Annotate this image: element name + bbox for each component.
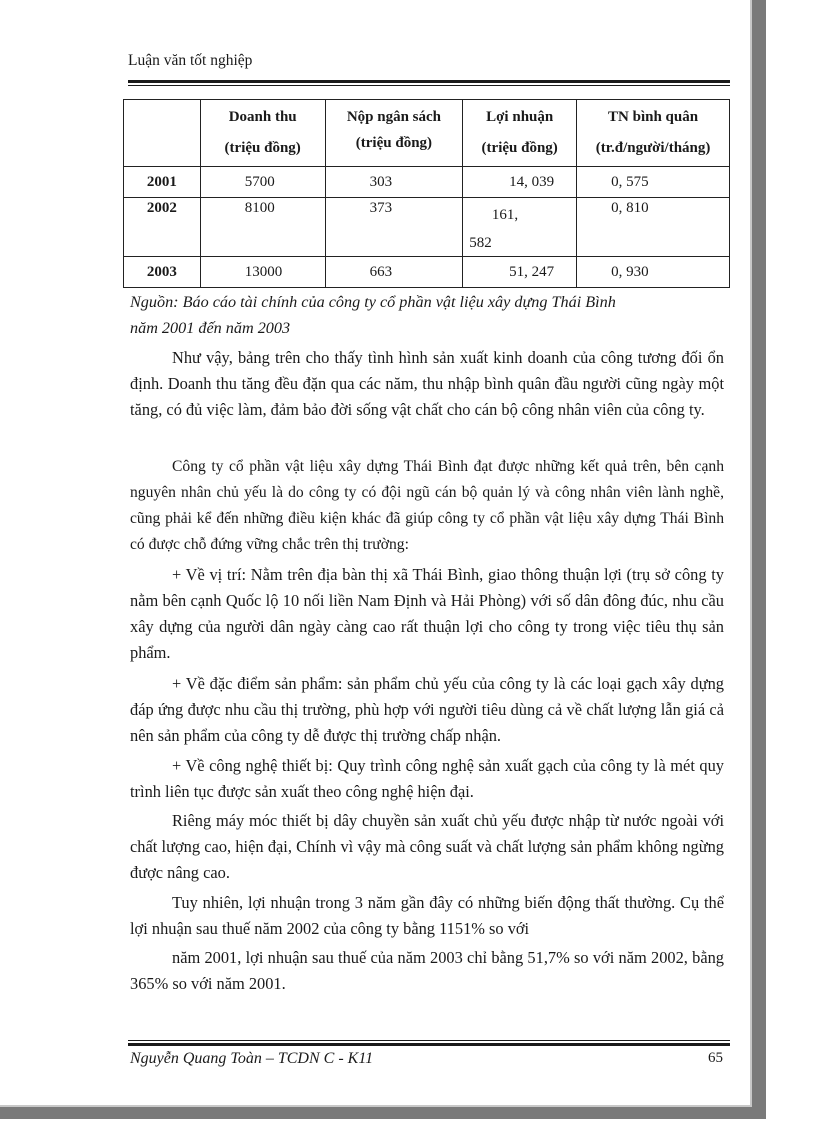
- table-header-row: [124, 100, 730, 167]
- body-paragraph: + Về công nghệ thiết bị: Quy trình công nghệ sản xuất gạch của công ty là mét quy trình liên tục được sản xuất theo công nghệ hiện đại.: [130, 756, 724, 801]
- revenue-cell: 5700: [200, 167, 325, 198]
- profit-cell: [463, 198, 577, 257]
- table-source-note: [130, 289, 730, 341]
- header-cell-budget: Nộp ngân sách (triệu đồng): [325, 100, 463, 167]
- header-cell-profit: Lợi nhuận (triệu đồng): [463, 100, 577, 167]
- table-row: [124, 257, 730, 288]
- profit-part-1: 161,: [491, 207, 519, 223]
- running-header: Luận văn tốt nghiệp: [128, 52, 253, 69]
- financial-table: [123, 99, 730, 288]
- header-cell-revenue: Doanh thu (triệu đồng): [200, 100, 325, 167]
- source-line-2: năm 2001 đến năm 2003: [130, 319, 291, 337]
- year-cell: 2001: [124, 167, 201, 198]
- header-cell-income: TN bình quân (tr.đ/người/tháng): [577, 100, 730, 167]
- page-shadow-bottom: [0, 1107, 766, 1119]
- budget-cell: 303: [325, 167, 463, 198]
- budget-cell: 373: [325, 198, 463, 257]
- revenue-cell: 8100: [200, 198, 325, 257]
- header-cell-blank: [124, 100, 201, 167]
- table-row: [124, 167, 730, 198]
- profit-cell: 51, 247: [463, 257, 577, 288]
- page-number: 65: [708, 1050, 723, 1066]
- profit-cell: 14, 039: [463, 167, 577, 198]
- source-line-1: Nguồn: Báo cáo tài chính của công ty cổ phần vật liệu xây dựng Thái Bình: [130, 293, 616, 311]
- footer-rule-thin: [128, 1040, 730, 1041]
- profit-part-2: 582: [469, 235, 492, 251]
- body-paragraph: Tuy nhiên, lợi nhuận trong 3 năm gần đây có những biến động thất thường. Cụ thể lợi nhuận sau thuế năm 2002 của công ty bằng 1151% so với: [130, 893, 724, 938]
- page-shadow-right: [752, 0, 766, 1110]
- footer-rule-thick: [128, 1043, 730, 1046]
- budget-cell: 663: [325, 257, 463, 288]
- income-cell: 0, 810: [577, 198, 730, 257]
- body-paragraph: năm 2001, lợi nhuận sau thuế của năm 2003 chỉ bằng 51,7% so với năm 2002, bằng 365% so với năm 2001.: [130, 948, 724, 993]
- year-cell: 2003: [124, 257, 201, 288]
- body-paragraph: + Về đặc điểm sản phẩm: sản phẩm chủ yếu của công ty là các loại gạch xây dựng đáp ứng được nhu cầu thị trường, phù hợp với người tiêu dùng cả về chất lượng lẫn giá cả nên sản phẩm của công ty dễ được thị trường chấp nhận.: [130, 674, 724, 745]
- income-cell: 0, 575: [577, 167, 730, 198]
- header-rule-thick: [128, 80, 730, 83]
- year-cell: 2002: [124, 198, 201, 257]
- body-paragraph: Riêng máy móc thiết bị dây chuyền sản xuất chủ yếu được nhập từ nước ngoài với chất lượng cao, hiện đại, Chính vì vậy mà công suất và chất lượng sản phẩm không ngừng được nâng cao.: [130, 811, 724, 882]
- header-rule-thin: [128, 85, 730, 86]
- income-cell: 0, 930: [577, 257, 730, 288]
- body-paragraph: + Về vị trí: Nằm trên địa bàn thị xã Thái Bình, giao thông thuận lợi (trụ sở công ty nằm bên cạnh Quốc lộ 10 nối liền Nam Định và Hải Phòng) với số dân đông đúc, nhu cầu xây dựng của người dân ngày càng cao rất thuận lợi cho công ty trong việc tiêu thụ sản phẩm.: [130, 565, 724, 662]
- body-paragraph: Như vậy, bảng trên cho thấy tình hình sản xuất kinh doanh của công tương đối ổn định. Doanh thu tăng đều đặn qua các năm, thu nhập bình quân đầu người cũng ngày một tăng, có đủ việc làm, đảm bảo đời sống vật chất cho cán bộ công nhân viên của công ty.: [130, 348, 724, 419]
- table-row: [124, 198, 730, 257]
- body-paragraph: Công ty cổ phần vật liệu xây dựng Thái Bình đạt được những kết quả trên, bên cạnh nguyên nhân chủ yếu là do công ty có đội ngũ cán bộ quản lý và công nhân viên lành nghề, cũng phải kể đến những điều kiện khác đã giúp công ty cổ phần vật liệu xây dựng Thái Bình có được chỗ đứng vững chắc trên thị trường:: [130, 458, 724, 553]
- revenue-cell: 13000: [200, 257, 325, 288]
- footer-author: Nguyễn Quang Toàn – TCDN C - K11: [130, 1050, 374, 1067]
